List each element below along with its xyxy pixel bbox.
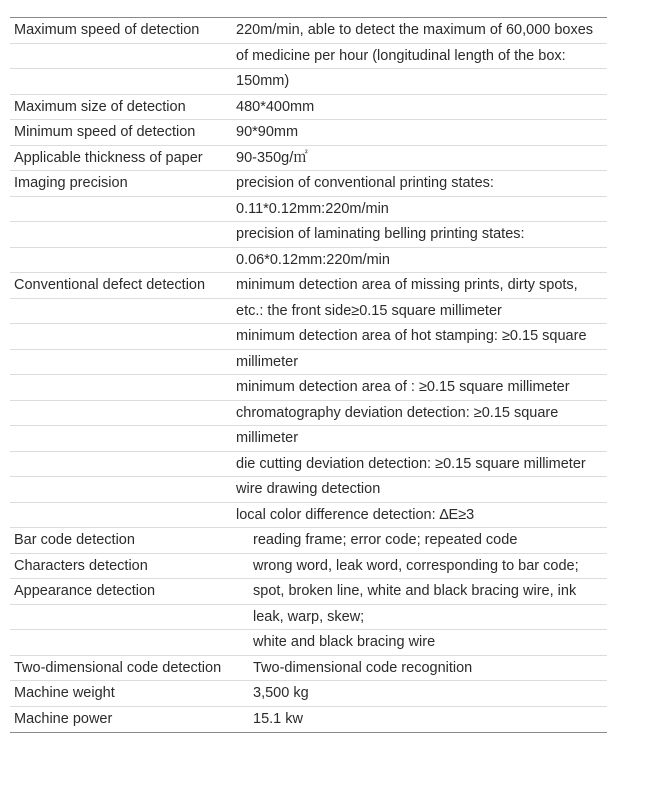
spec-row bbox=[10, 681, 607, 707]
spec-value: precision of laminating belling printing states: bbox=[236, 226, 525, 242]
spec-value: 0.06*0.12mm:220m/min bbox=[236, 251, 390, 268]
spec-label: Bar code detection bbox=[14, 532, 135, 548]
spec-value: precision of conventional printing states: bbox=[236, 175, 494, 191]
spec-row bbox=[10, 656, 607, 682]
spec-value: millimeter bbox=[236, 353, 299, 370]
spec-row bbox=[10, 477, 607, 503]
spec-value: minimum detection area of missing prints, dirty spots, bbox=[236, 277, 578, 293]
spec-value: white and black bracing wire bbox=[253, 634, 436, 650]
spec-row bbox=[10, 401, 607, 427]
spec-value: etc.: the front side≥0.15 square millimeter bbox=[236, 302, 502, 319]
spec-row bbox=[10, 375, 607, 401]
spec-value: wrong word, leak word, corresponding to bar code; bbox=[253, 557, 579, 574]
spec-row bbox=[10, 120, 607, 146]
spec-row bbox=[10, 95, 607, 121]
spec-row bbox=[10, 248, 607, 274]
spec-value: local color difference detection: ∆E≥3 bbox=[236, 506, 475, 523]
spec-label: Appearance detection bbox=[14, 583, 156, 599]
spec-value: reading frame; error code; repeated code bbox=[253, 532, 518, 548]
spec-label: Characters detection bbox=[14, 557, 148, 574]
spec-row bbox=[10, 44, 607, 70]
spec-row bbox=[10, 630, 607, 656]
spec-value: 3,500 kg bbox=[253, 685, 309, 701]
spec-value: wire drawing detection bbox=[236, 481, 381, 497]
spec-row bbox=[10, 222, 607, 248]
spec-row bbox=[10, 528, 607, 554]
spec-row bbox=[10, 18, 607, 44]
spec-value: of medicine per hour (longitudinal length of the box: bbox=[236, 47, 566, 64]
spec-row bbox=[10, 324, 607, 350]
spec-value: 220m/min, able to detect the maximum of 60,000 boxes bbox=[236, 22, 594, 38]
spec-row bbox=[10, 350, 607, 376]
spec-value: spot, broken line, white and black bracing wire, ink bbox=[253, 583, 577, 599]
spec-label: Maximum speed of detection bbox=[14, 22, 200, 38]
spec-label: Conventional defect detection bbox=[14, 277, 206, 293]
spec-value: 150mm) bbox=[236, 73, 290, 89]
spec-row bbox=[10, 503, 607, 529]
spec-value: minimum detection area of : ≥0.15 square millimeter bbox=[236, 379, 570, 395]
spec-value: minimum detection area of hot stamping: ≥0.15 square bbox=[236, 328, 587, 344]
spec-value: Two-dimensional code recognition bbox=[253, 659, 473, 676]
spec-value: 90*90mm bbox=[236, 124, 299, 140]
spec-value: 480*400mm bbox=[236, 98, 315, 115]
spec-label: Maximum size of detection bbox=[14, 98, 186, 115]
spec-label: Two-dimensional code detection bbox=[14, 659, 222, 676]
spec-row bbox=[10, 707, 607, 733]
spec-label: Minimum speed of detection bbox=[14, 124, 196, 140]
spec-value: chromatography deviation detection: ≥0.15 square bbox=[236, 404, 559, 421]
spec-value: 15.1 kw bbox=[253, 710, 303, 727]
spec-row bbox=[10, 579, 607, 605]
spec-table bbox=[10, 17, 607, 733]
spec-row bbox=[10, 273, 607, 299]
spec-row bbox=[10, 146, 607, 172]
spec-row bbox=[10, 299, 607, 325]
spec-label: Applicable thickness of paper bbox=[14, 149, 203, 166]
spec-value: millimeter bbox=[236, 430, 299, 446]
spec-value: 0.11*0.12mm:220m/min bbox=[236, 200, 389, 217]
spec-row bbox=[10, 426, 607, 452]
spec-label: Machine weight bbox=[14, 685, 115, 701]
spec-row bbox=[10, 171, 607, 197]
spec-value: leak, warp, skew; bbox=[253, 608, 365, 625]
spec-row bbox=[10, 452, 607, 478]
spec-row bbox=[10, 554, 607, 580]
spec-row bbox=[10, 605, 607, 631]
spec-value: 90-350g/㎡ bbox=[236, 149, 308, 166]
spec-label: Machine power bbox=[14, 710, 113, 727]
spec-row bbox=[10, 69, 607, 95]
spec-value: die cutting deviation detection: ≥0.15 square millimeter bbox=[236, 455, 586, 472]
spec-label: Imaging precision bbox=[14, 175, 128, 191]
spec-row bbox=[10, 197, 607, 223]
